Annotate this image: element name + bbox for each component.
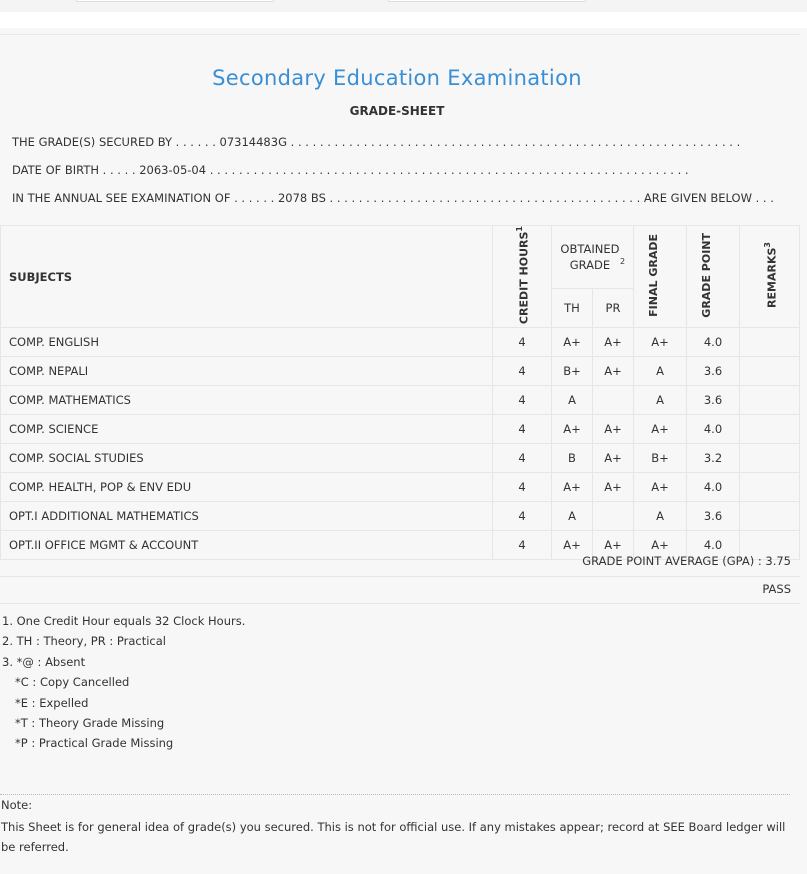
remarks-cell [740,415,800,444]
subject-cell: COMP. MATHEMATICS [1,386,493,415]
subject-cell: COMP. SCIENCE [1,415,493,444]
secured-by-line: THE GRADE(S) SECURED BY . . . . . . 07314483G . . . . . . . . . . . . . . . . . . . . . . . . . . . . . . . . . . . . . . . . . . . . . . . . . . . . . . . . . . . . . . [12,135,741,149]
final-grade-cell: A+ [634,328,687,357]
remarks-cell [740,357,800,386]
divider [0,603,800,604]
credit-cell: 4 [493,444,552,473]
footnote-copy-cancelled: *C : Copy Cancelled [15,675,130,689]
pr-grade-cell: A+ [593,328,634,357]
header-obtained-grade: OBTAINED GRADE $^2$ [552,226,634,289]
credit-cell: 4 [493,502,552,531]
header-credit-hours: CREDIT HOURS$^1$ [493,226,552,328]
header-final-grade: FINAL GRADE [634,226,687,328]
final-grade-cell: A [634,502,687,531]
footnote-expelled: *E : Expelled [15,696,89,710]
result-text: PASS [762,582,791,596]
grade-point-cell: 3.6 [687,357,740,386]
pr-grade-cell: A+ [593,531,634,560]
table-row [1,473,800,502]
table-row [1,415,800,444]
grade-point-cell: 4.0 [687,531,740,560]
credit-cell: 4 [493,357,552,386]
grade-point-cell: 4.0 [687,415,740,444]
remarks-cell [740,386,800,415]
subject-cell: COMP. SOCIAL STUDIES [1,444,493,473]
footnote-practical-missing: *P : Practical Grade Missing [15,736,174,750]
footnote-theory-missing: *T : Theory Grade Missing [15,716,165,730]
remarks-cell [740,444,800,473]
remarks-cell [740,473,800,502]
subject-cell: OPT.I ADDITIONAL MATHEMATICS [1,502,493,531]
th-grade-cell: A [552,386,593,415]
pr-grade-cell [593,386,634,415]
pr-grade-cell: A+ [593,415,634,444]
pr-grade-cell: A+ [593,473,634,502]
final-grade-cell: B+ [634,444,687,473]
footnote-th-pr: 2. TH : Theory, PR : Practical [2,634,166,648]
subject-cell: COMP. ENGLISH [1,328,493,357]
top-input-left[interactable] [76,0,274,2]
divider [0,576,800,577]
date-of-birth-line: DATE OF BIRTH . . . . . 2063-05-04 . . . . . . . . . . . . . . . . . . . . . . . . . . . . . . . . . . . . . . . . . . . . . . . . . . . . . . . . . . . . . . . . . . [12,163,689,177]
grade-sheet-heading: GRADE-SHEET [349,104,445,118]
note-text: This Sheet is for general idea of grade(s) you secured. This is not for official use. If any mistakes appear; record at SEE Board ledger will be referred. [1,820,786,854]
grade-point-cell: 3.6 [687,502,740,531]
subject-cell: COMP. HEALTH, POP & ENV EDU [1,473,493,502]
credit-cell: 4 [493,473,552,502]
credit-cell: 4 [493,386,552,415]
header-subjects: SUBJECTS [1,226,493,328]
th-grade-cell: A+ [552,473,593,502]
table-row [1,386,800,415]
grade-point-cell: 3.6 [687,386,740,415]
remarks-cell [740,328,800,357]
th-grade-cell: A+ [552,531,593,560]
top-input-right[interactable] [388,0,586,2]
final-grade-cell: A+ [634,415,687,444]
gpa-text: GRADE POINT AVERAGE (GPA) : 3.75 [582,554,791,568]
final-grade-cell: A+ [634,473,687,502]
credit-cell: 4 [493,328,552,357]
pr-grade-cell [593,502,634,531]
credit-cell: 4 [493,531,552,560]
final-grade-cell: A [634,357,687,386]
header-pr: PR [593,289,634,328]
table-row [1,357,800,386]
grade-point-cell: 4.0 [687,473,740,502]
final-grade-cell: A [634,386,687,415]
pr-grade-cell: A+ [593,444,634,473]
table-row [1,328,800,357]
th-grade-cell: A+ [552,415,593,444]
pr-grade-cell: A+ [593,357,634,386]
remarks-cell [740,502,800,531]
header-grade-point: GRADE POINT [687,226,740,328]
exam-line: IN THE ANNUAL SEE EXAMINATION OF . . . . . . 2078 BS . . . . . . . . . . . . . . . . . . . . . . . . . . . . . . . . . . . . . . . . . . . ARE GIVEN BELOW . . . [12,191,774,205]
header-th: TH [552,289,593,328]
note-title: Note: [1,798,33,812]
header-remarks: REMARKS$^3$ [740,226,800,328]
th-grade-cell: A+ [552,328,593,357]
th-grade-cell: B+ [552,357,593,386]
credit-cell: 4 [493,415,552,444]
th-grade-cell: A [552,502,593,531]
final-grade-cell: A+ [634,531,687,560]
subject-cell: OPT.II OFFICE MGMT & ACCOUNT [1,531,493,560]
grade-point-cell: 4.0 [687,328,740,357]
table-row [1,502,800,531]
white-band [0,12,807,28]
grade-table [0,225,800,560]
footnote-credit-hour: 1. One Credit Hour equals 32 Clock Hours. [2,614,246,628]
page-title: Secondary Education Examination [212,66,582,90]
footnote-absent: 3. *@ : Absent [2,655,86,669]
table-row [1,444,800,473]
grade-point-cell: 3.2 [687,444,740,473]
dotted-divider [0,794,790,795]
subject-cell: COMP. NEPALI [1,357,493,386]
th-grade-cell: B [552,444,593,473]
